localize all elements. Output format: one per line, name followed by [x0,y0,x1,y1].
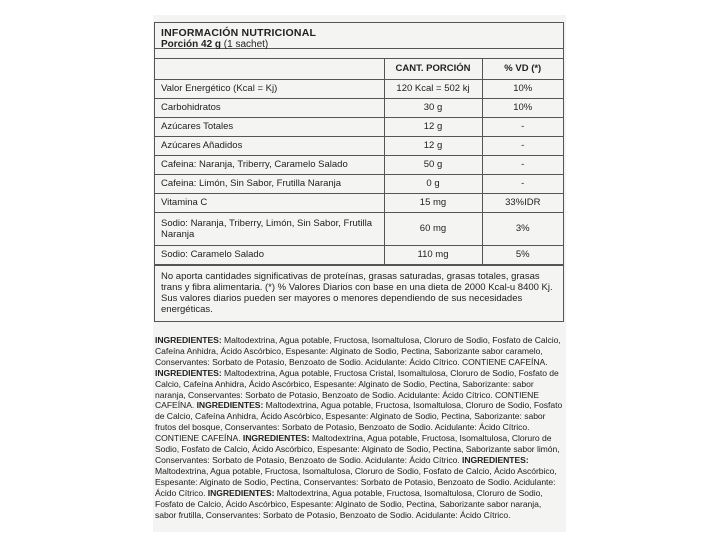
table-row [155,79,563,98]
nutrient-amount: 0 g [384,174,482,193]
nutrient-vd: - [482,174,563,193]
table-row [155,155,563,174]
ingredients-label: INGREDIENTES: [155,335,222,345]
nutrition-header [155,23,563,49]
table-row [155,212,563,245]
nutrient-vd: 10% [482,98,563,117]
nutrient-amount: 12 g [384,117,482,136]
nutrient-name: Valor Energético (Kcal = Kj) [155,79,384,98]
ingredients-label: INGREDIENTES: [242,433,310,444]
table-header-row [155,59,563,79]
nutrient-vd: 33%IDR [482,193,563,212]
col-header-vd: % VD (*) [482,59,563,79]
portion-detail: (1 sachet) [223,39,269,50]
nutrition-table [155,59,563,265]
table-row [155,117,563,136]
col-header-nutrient [155,59,384,79]
table-row [155,174,563,193]
ingredients-text: Maltodextrina, Agua potable, Fructosa, Isomaltulosa, Cloruro de Sodio, Fosfato de Calcio, Cafeína Anhidra, Ácido Ascórbico, Espesante: Alginato de Sodio, Pectina, Saborizante: sabor frutos del bosque, Conservantes: Sorbato de Potasio, Benzoato de Sodio. Acidulante: Ácido Cítrico. CONTIENE CAFEÍNA. [155,400,563,444]
ingredients-text: Maltodextrina, Agua potable, Fructosa Cristal, Isomaltulosa, Cloruro de Sodio, Fosfato de Calcio, Cafeína Anhidra, Ácido Ascórbico, Espesante: Alginato de Sodio, Pectina, Saborizante: sabor naranja, Conservantes: Sorbato de Potasio, Benzoato de Sodio. Acidulante: Ácido Cítrico. CONTIENE CAFEÍNA. [155,367,559,411]
nutrient-vd: 10% [482,79,563,98]
ingredients-label: INGREDIENTES: [155,367,222,378]
col-header-amount: CANT. PORCIÓN [384,59,482,79]
table-row [155,136,563,155]
nutrition-table-frame [154,22,564,322]
nutrient-amount: 15 mg [384,193,482,212]
nutrient-amount: 110 mg [384,245,482,264]
nutrient-name: Sodio: Naranja, Triberry, Limón, Sin Sabor, Frutilla Naranja [155,212,384,245]
nutrient-name: Cafeina: Limón, Sin Sabor, Frutilla Naranja [155,174,384,193]
ingredients-block [155,335,563,520]
nutrient-amount: 30 g [384,98,482,117]
portion-label: Porción 42 g [161,39,222,50]
ingredients-text: Maltodextrina, Agua potable, Fructosa, Isomaltulosa, Cloruro de Sodio, Fosfato de Calcio, Ácido Ascórbico, Espesante: Alginato de Sodio, Pectina, Saborizante sabor limón, Conservantes: Sorbato de Potasio, Benzoato de Sodio. Acidulante: Ácido Cítrico. [155,433,560,465]
ingredients-label: INGREDIENTES: [462,454,529,465]
ingredients-text: Maltodextrina, Agua potable, Fructosa, Isomaltulosa, Cloruro de Sodio, Fosfato de Calcio, Ácido Ascórbico, Espesante: Alginato de Sodio, Pectina, Conservantes: Sorbato de Potasio, Benzoato de Sodio. Acidulante: Ácido Cítrico. [155,465,557,498]
nutrient-vd: 3% [482,212,563,245]
table-row [155,245,563,264]
ingredients-text: Maltodextrina, Agua potable, Fructosa, Isomaltulosa, Cloruro de Sodio, Fosfato de Calcio, Ácido Ascórbico, Espesante: Alginato de Sodio, Pectina, Saborizante sabor naranja, sabor frutilla, Conservantes: Sorbato de Potasio, Benzoato de Sodio. Acidulante: Ácido Cítrico. [155,487,543,520]
ingredients-label: INGREDIENTES: [207,487,275,498]
nutrient-name: Vitamina C [155,193,384,212]
table-row [155,98,563,117]
nutrient-name: Carbohidratos [155,98,384,117]
nutrition-footnote: No aporta cantidades significativas de proteínas, grasas saturadas, grasas totales, grasas trans y fibra alimentaria. (*) % Valores Diarios con base en una dieta de 2000 Kcal-u 8400 Kj. Sus valores diarios pueden ser mayores o menores dependiendo de sus necesidades energéticas. [155,265,563,321]
nutrient-amount: 60 mg [384,212,482,245]
nutrient-name: Cafeina: Naranja, Triberry, Caramelo Salado [155,155,384,174]
nutrient-name: Sodio: Caramelo Salado [155,245,384,264]
nutrient-vd: - [482,136,563,155]
nutrient-vd: - [482,155,563,174]
nutrient-name: Azúcares Totales [155,117,384,136]
table-row [155,193,563,212]
nutrition-label-panel [153,15,566,532]
nutrient-amount: 120 Kcal = 502 kj [384,79,482,98]
ingredients-label: INGREDIENTES: [196,400,264,411]
nutrition-title: INFORMACIÓN NUTRICIONAL [161,27,317,39]
nutrient-name: Azúcares Añadidos [155,136,384,155]
nutrient-vd: - [482,117,563,136]
ingredients-text: Maltodextrina, Agua potable, Fructosa, Isomaltulosa, Cloruro de Sodio, Fosfato de Calcio, Cafeína Anhidra, Ácido Ascórbico, Espesante: Alginato de Sodio, Pectina, Saborizante sabor caramelo, Conservantes: Sorbato de Potasio, Benzoato de Sodio. Acidulante: Ácido Cítrico. CONTIENE CAFEÍNA. [155,335,561,367]
nutrient-amount: 50 g [384,155,482,174]
nutrient-amount: 12 g [384,136,482,155]
nutrient-vd: 5% [482,245,563,264]
